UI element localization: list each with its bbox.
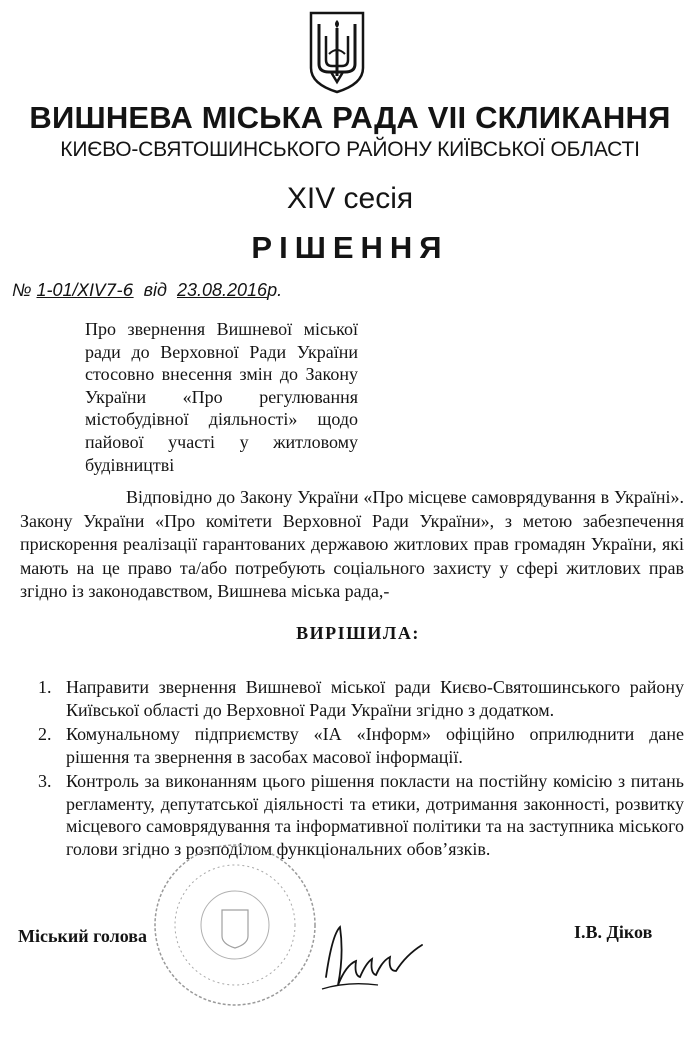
clause-item — [26, 676, 684, 721]
session-title: XIV сесія — [286, 182, 414, 215]
preamble-paragraph: Відповідно до Закону України «Про місцеве самоврядування в Україні». Закону України «Про комітети Верховної Ради України», з метою забезпечення прискорення реалізації гарантованих державою житлових прав громадян України, які мають на це право та/або потребують соціального захисту у сфері житлових прав згідно із законодавством, Вишнева міська рада,- — [20, 487, 684, 601]
decision-date: 23.08.2016 — [176, 280, 268, 300]
clause-item — [26, 770, 684, 860]
clause-text: Контроль за виконанням цього рішення покласти на постійну комісію з питань регламенту, депутатської діяльності та етики, дотримання законності, розвитку місцевого самоврядування та інформативної політики та на заступника міського голови згідно з розподілом функціональних обов’язків. — [66, 771, 684, 859]
decided-heading: ВИРІШИЛА: — [296, 623, 420, 643]
decision-subject: Про звернення Вишневої міської ради до Верховної Ради України стосовно внесення змін до Закону України «Про регулювання містобудівної діяльності» щодо пайової участі у житловому будівництві — [85, 319, 358, 475]
mayor-name: І.В. Діков — [574, 922, 653, 942]
date-suffix: р. — [267, 280, 283, 300]
handwritten-signature — [318, 915, 428, 1000]
clause-text: Комунальному підприємству «ІА «Інформ» офіційно оприлюднити дане рішення та звернення в засобах масової інформації. — [66, 724, 684, 767]
decision-number-line — [12, 280, 282, 301]
number-prefix: № — [12, 280, 32, 300]
trident-emblem-icon — [307, 10, 367, 94]
date-prefix: від — [143, 280, 167, 300]
council-district: КИЄВО-СВЯТОШИНСЬКОГО РАЙОНУ КИЇВСЬКОЇ ОБЛАСТІ — [60, 138, 640, 161]
number-handwritten: XIV7-6 — [77, 281, 134, 301]
clause-text: Направити звернення Вишневої міської ради Києво-Святошинського району Київської області до Верховної Ради України згідно з додатком. — [66, 677, 684, 720]
official-seal-stamp — [150, 840, 320, 1010]
decision-clauses — [26, 676, 684, 862]
council-name: ВИШНЕВА МІСЬКА РАДА VII СКЛИКАННЯ — [29, 100, 671, 135]
mayor-title: Міський голова — [18, 926, 147, 946]
clause-number: 1. — [38, 677, 52, 697]
clause-number: 3. — [38, 771, 52, 791]
clause-item — [26, 723, 684, 768]
clause-number: 2. — [38, 724, 52, 744]
number-printed: 1-01/ — [36, 280, 78, 300]
document-type-title: РІШЕННЯ — [251, 230, 449, 265]
